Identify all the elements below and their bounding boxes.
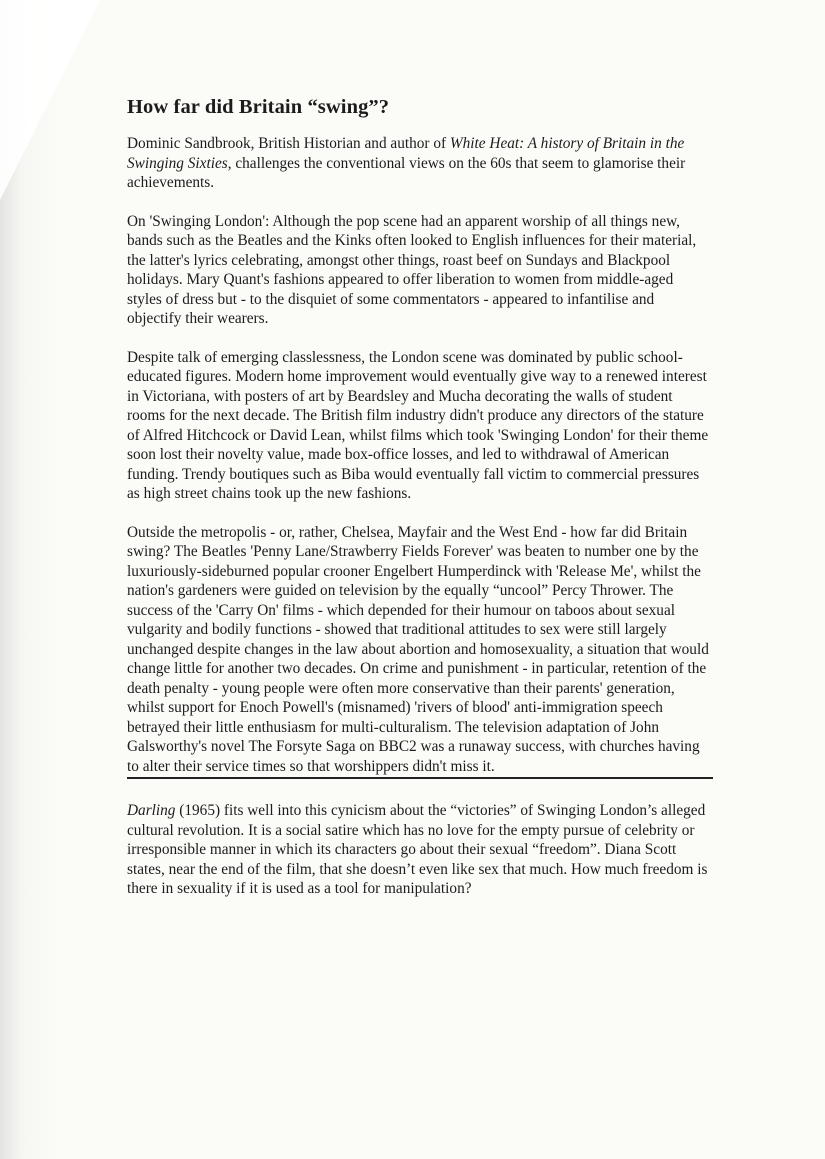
book-title: White Heat: A history of Britain in the Swinging Sixties (127, 135, 685, 172)
folded-corner (0, 0, 100, 200)
section-divider (127, 777, 713, 779)
document-body (127, 96, 710, 918)
darling-paragraph (127, 801, 710, 899)
intro-prefix: Dominic Sandbrook, British Historian and author of (127, 135, 450, 152)
intro-paragraph (127, 134, 710, 193)
film-title: Darling (127, 802, 176, 819)
metropolis-paragraph: Outside the metropolis - or, rather, Chelsea, Mayfair and the West End - how far did Britain swing? The Beatles 'Penny Lane/Strawberry Fields Forever' was beaten to number one by the luxuriously-sideburned popular crooner Engelbert Humperdinck with 'Release Me', whilst the nation's gardeners were guided on television by the equally “uncool” Percy Thrower. The success of the 'Carry On' films - which depended for their humour on taboos about sexual vulgarity and bodily functions - showed that traditional attitudes to sex were still largely unchanged despite changes in the law about abortion and homosexuality, a situation that would change little for another two decades. On crime and punishment - in particular, retention of the death penalty - young people were often more conservative than their parents' generation, whilst support for Enoch Powell's (misnamed) 'rivers of blood' anti-immigration speech betrayed their little enthusiasm for multi-culturalism. The television adaptation of John Galsworthy's novel The Forsyte Saga on BBC2 was a runaway success, with churches having to alter their service times so that worshippers didn't miss it. (127, 523, 709, 775)
darling-text: (1965) fits well into this cynicism about the “victories” of Swinging London’s alleged cultural revolution. It is a social satire which has no love for the empty pursue of celebrity or irresponsible manner in which its characters go about their sexual “freedom”. Diana Scott states, near the end of the film, that she doesn’t even like sex that much. How much freedom is there in sexuality if it is used as a tool for manipulation? (127, 802, 708, 897)
swinging-london-paragraph: On 'Swinging London': Although the pop scene had an apparent worship of all things new, bands such as the Beatles and the Kinks often looked to English influences for their material, the latter's lyrics celebrating, amongst other things, roast beef on Sundays and Blackpool holidays. Mary Quant's fashions appeared to offer liberation to women from middle-aged styles of dress but - to the disquiet of some commentators - appeared to infantilise and objectify their wearers. (127, 212, 697, 327)
page-title: How far did Britain “swing”? (127, 96, 390, 118)
intro-suffix: , challenges the conventional views on the 60s that seem to glamorise their achievements. (127, 154, 686, 191)
classlessness-paragraph: Despite talk of emerging classlessness, the London scene was dominated by public school-educated figures. Modern home improvement would eventually give way to a renewed interest in Victoriana, with posters of art by Beardsley and Mucha decorating the walls of student rooms for the next decade. The British film industry didn't produce any directors of the stature of Alfred Hitchcock or David Lean, whilst films which took 'Swinging London' for their theme soon lost their novelty value, made box-office losses, and led to withdrawal of American funding. Trendy boutiques such as Biba would eventually fall victim to commercial pressures as high street chains took up the new fashions. (127, 348, 709, 502)
